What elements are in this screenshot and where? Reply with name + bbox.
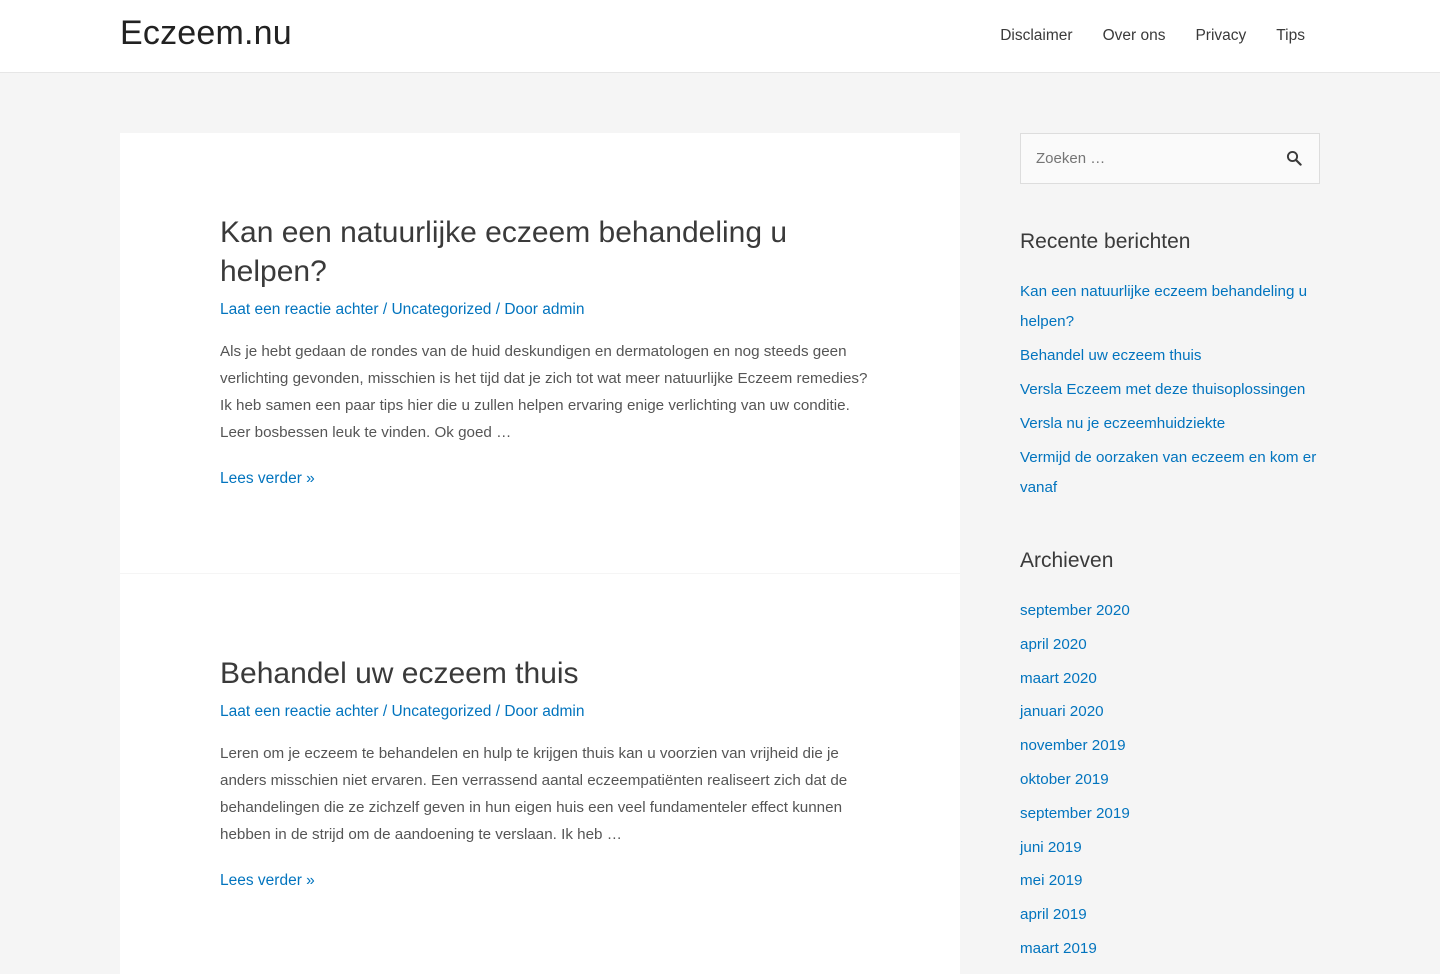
list-item bbox=[1020, 799, 1320, 829]
post-title-link[interactable]: Kan een natuurlijke eczeem behandeling u helpen? bbox=[220, 216, 788, 288]
archive-link[interactable]: maart 2020 bbox=[1020, 669, 1097, 687]
post-title bbox=[220, 654, 860, 693]
post-card bbox=[120, 133, 960, 573]
nav-item-over-ons[interactable]: Over ons bbox=[1102, 27, 1166, 44]
archive-link[interactable]: april 2020 bbox=[1020, 635, 1087, 653]
post-excerpt: Leren om je eczeem te behandelen en hulp te krijgen thuis kan u voorzien van vrijheid die je anders misschien niet ervaren. Een verrassend aantal eczeempatiënten realiseert zich dat de behandelingen die ze zichzelf geven in hun eigen huis een veel fundamenteler effect kunnen hebben in de strijd om de aandoening te verslaan. Ik heb … bbox=[220, 745, 848, 843]
list-item bbox=[1020, 375, 1320, 405]
archive-link[interactable]: september 2020 bbox=[1020, 602, 1130, 619]
list-item bbox=[1020, 697, 1320, 727]
category-link[interactable]: Uncategorized bbox=[391, 301, 492, 318]
search-icon bbox=[1286, 150, 1302, 166]
site-title-link[interactable]: Eczeem.nu bbox=[120, 14, 292, 52]
author-link[interactable]: Door admin bbox=[504, 301, 585, 318]
site-header bbox=[0, 0, 1440, 73]
search-form bbox=[1020, 133, 1320, 184]
meta-separator: / bbox=[378, 301, 392, 318]
post-excerpt: Als je hebt gedaan de rondes van de huid deskundigen en dermatologen en nog steeds geen verlichting gevonden, misschien is het tijd dat je zich tot wat meer natuurlijke Eczeem remedies? Ik heb samen een paar tips hier die u zullen helpen ervaring enige verlichting van uw conditie. Leer bosbessen leuk te vinden. Ok goed … bbox=[220, 343, 868, 441]
list-item bbox=[1020, 833, 1320, 863]
archive-link[interactable]: mei 2019 bbox=[1020, 872, 1083, 890]
list-item bbox=[1020, 443, 1320, 503]
read-more-link[interactable]: Lees verder » bbox=[220, 470, 315, 487]
list-item bbox=[1020, 731, 1320, 761]
archive-link[interactable]: november 2019 bbox=[1020, 737, 1126, 755]
list-item bbox=[1020, 900, 1320, 930]
list-item bbox=[1020, 277, 1320, 337]
archive-link[interactable]: september 2019 bbox=[1020, 804, 1130, 822]
nav-item-tips[interactable]: Tips bbox=[1276, 27, 1305, 44]
list-item bbox=[1020, 409, 1320, 439]
recent-post-link[interactable]: Versla Eczeem met deze thuisoplossingen bbox=[1020, 381, 1306, 398]
archive-link[interactable]: maart 2019 bbox=[1020, 939, 1097, 957]
recent-posts-widget bbox=[1020, 227, 1320, 507]
recent-post-link[interactable]: Kan een natuurlijke eczeem behandeling u helpen? bbox=[1020, 283, 1308, 330]
nav-item-privacy[interactable]: Privacy bbox=[1195, 27, 1247, 44]
archive-list bbox=[1020, 596, 1320, 964]
archive-link[interactable]: juni 2019 bbox=[1020, 838, 1082, 856]
comment-link[interactable]: Laat een reactie achter bbox=[220, 703, 379, 720]
recent-post-link[interactable]: Behandel uw eczeem thuis bbox=[1020, 347, 1202, 364]
widget-title: Recente berichten bbox=[1020, 230, 1191, 253]
meta-separator: / bbox=[378, 703, 392, 720]
archive-link[interactable]: oktober 2019 bbox=[1020, 770, 1109, 788]
sidebar bbox=[1020, 133, 1320, 957]
search-button[interactable] bbox=[1285, 150, 1303, 168]
list-item bbox=[1020, 765, 1320, 795]
recent-post-link[interactable]: Vermijd de oorzaken van eczeem en kom er vanaf bbox=[1020, 449, 1317, 496]
author-link[interactable]: Door admin bbox=[504, 703, 585, 720]
meta-separator: / bbox=[491, 301, 505, 318]
search-input[interactable] bbox=[1021, 134, 1281, 183]
category-link[interactable]: Uncategorized bbox=[391, 703, 492, 720]
meta-separator: / bbox=[491, 703, 505, 720]
list-item bbox=[1020, 664, 1320, 694]
list-item bbox=[1020, 934, 1320, 964]
list-item bbox=[1020, 596, 1320, 626]
comment-link[interactable]: Laat een reactie achter bbox=[220, 301, 379, 318]
list-item bbox=[1020, 630, 1320, 660]
archive-widget bbox=[1020, 546, 1320, 968]
post-title-link[interactable]: Behandel uw eczeem thuis bbox=[220, 657, 579, 690]
post-card bbox=[120, 574, 960, 974]
read-more-link[interactable]: Lees verder » bbox=[220, 872, 315, 889]
list-item bbox=[1020, 866, 1320, 896]
post-meta bbox=[220, 701, 860, 723]
widget-title: Archieven bbox=[1020, 549, 1114, 572]
main-nav bbox=[985, 0, 1320, 72]
post-title bbox=[220, 213, 860, 291]
recent-posts-list bbox=[1020, 277, 1320, 503]
list-item bbox=[1020, 341, 1320, 371]
nav-item-disclaimer[interactable]: Disclaimer bbox=[1000, 27, 1073, 44]
post-meta bbox=[220, 299, 860, 321]
recent-post-link[interactable]: Versla nu je eczeemhuidziekte bbox=[1020, 415, 1226, 432]
archive-link[interactable]: januari 2020 bbox=[1020, 703, 1104, 721]
archive-link[interactable]: april 2019 bbox=[1020, 906, 1087, 924]
